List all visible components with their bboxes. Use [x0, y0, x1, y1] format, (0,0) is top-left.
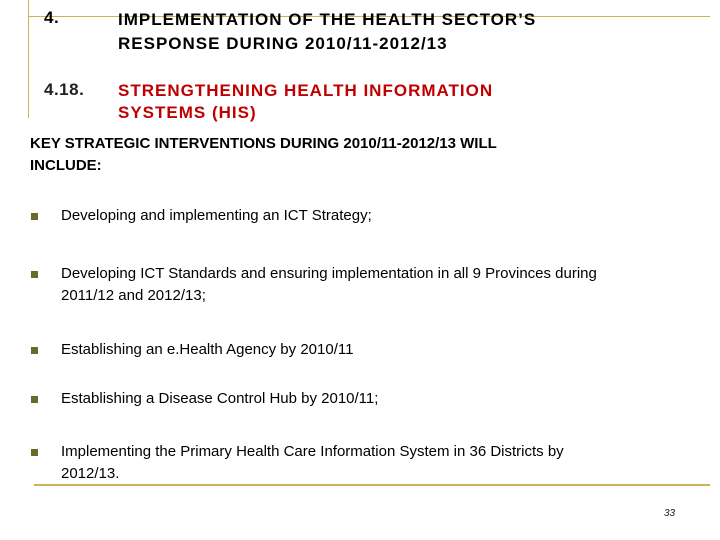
list-item-line-1: Implementing the Primary Health Care Information System in 36 Districts by — [61, 443, 564, 460]
section-title-line-1: STRENGTHENING HEALTH INFORMATION — [118, 81, 494, 100]
list-item-line-1: Developing ICT Standards and ensuring implementation in all 9 Provinces during — [61, 265, 597, 282]
list-item-text — [61, 441, 705, 485]
square-bullet-icon — [31, 449, 38, 456]
intro-heading — [30, 133, 690, 177]
list-item-text — [61, 263, 705, 307]
list-item-line-2: 2011/12 and 2012/13; — [61, 287, 206, 304]
list-item-line-1: Establishing a Disease Control Hub by 2010/11; — [61, 390, 379, 407]
list-item-line-2: 2012/13. — [61, 465, 120, 482]
list-item-text — [61, 205, 705, 227]
square-bullet-icon — [31, 213, 38, 220]
slide-title-number: 4. — [44, 8, 60, 27]
square-bullet-icon — [31, 347, 38, 354]
left-rule-line — [28, 0, 29, 118]
page-number: 33 — [664, 508, 676, 519]
intro-heading-line-1: KEY STRATEGIC INTERVENTIONS DURING 2010/11-2012/13 WILL — [30, 135, 497, 152]
list-item-line-1: Establishing an e.Health Agency by 2010/11 — [61, 341, 354, 358]
section-title-line-2: SYSTEMS (HIS) — [118, 103, 257, 122]
intro-heading-line-2: INCLUDE: — [30, 157, 102, 174]
slide-title-text — [118, 8, 678, 56]
section-title-number: 4.18. — [44, 80, 85, 99]
list-item-text — [61, 339, 705, 361]
list-item-text — [61, 388, 705, 410]
square-bullet-icon — [31, 396, 38, 403]
slide-title-line-1: IMPLEMENTATION OF THE HEALTH SECTOR’S — [118, 10, 537, 29]
square-bullet-icon — [31, 271, 38, 278]
list-item-line-1: Developing and implementing an ICT Strategy; — [61, 207, 372, 224]
section-title-text — [118, 80, 678, 124]
slide-title-line-2: RESPONSE DURING 2010/11-2012/13 — [118, 34, 448, 53]
